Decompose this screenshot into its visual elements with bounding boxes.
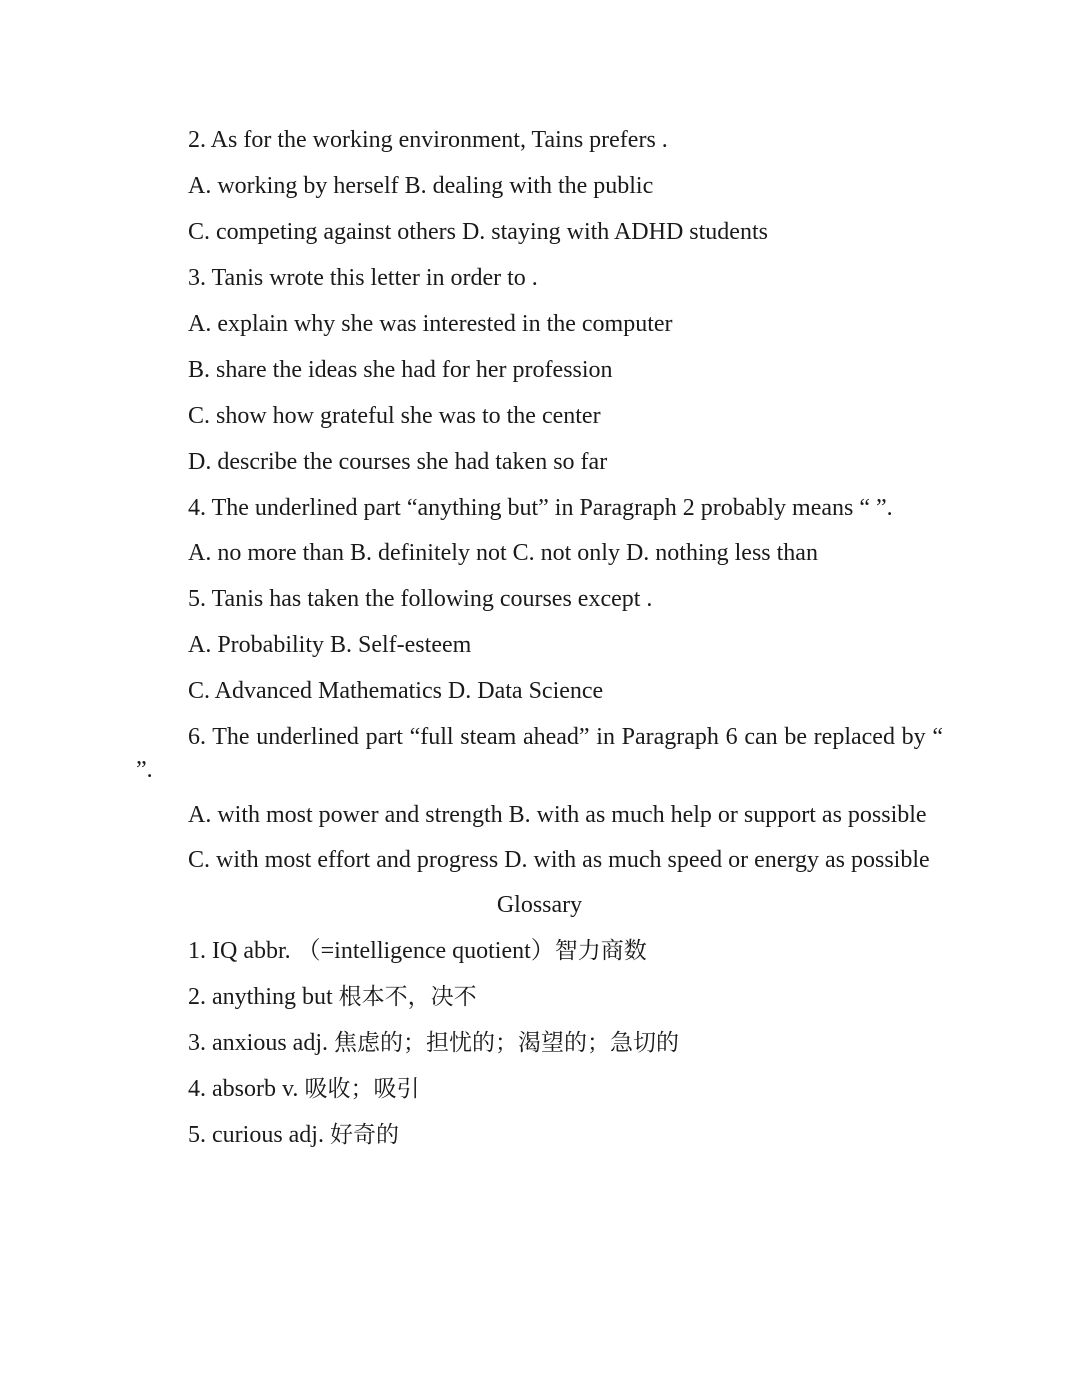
question-option: A. Probability B. Self-esteem — [188, 632, 472, 658]
glossary-term: 4. absorb v. — [188, 1076, 305, 1102]
question-option: C. with most effort and progress D. with as much speed or energy as possible — [188, 847, 930, 873]
glossary-item — [136, 1119, 943, 1152]
glossary-meaning: 根本不，决不 — [338, 984, 477, 1010]
question-option: A. with most power and strength B. with as much help or support as possible — [188, 802, 927, 828]
question-option: A. working by herself B. dealing with the public — [188, 173, 654, 199]
question-option: A. no more than B. definitely not C. not only D. nothing less than — [188, 540, 818, 566]
question-option: C. competing against others D. staying with ADHD students — [188, 219, 768, 245]
glossary-item — [136, 981, 943, 1014]
glossary-term: 3. anxious adj. — [188, 1030, 334, 1056]
glossary-meaning: 好奇的 — [329, 1122, 399, 1148]
question-option: B. share the ideas she had for her profession — [188, 357, 613, 383]
question-stem: 5. Tanis has taken the following courses except . — [188, 586, 653, 612]
glossary-item — [136, 1027, 943, 1060]
glossary-title: Glossary — [496, 892, 583, 918]
glossary-term: 5. curious adj. — [188, 1122, 330, 1148]
question-option: A. explain why she was interested in the computer — [188, 311, 673, 337]
question-stem: 2. As for the working environment, Tains prefers . — [188, 127, 668, 153]
question-stem: 3. Tanis wrote this letter in order to . — [188, 265, 538, 291]
glossary-meaning: 智力商数 — [554, 938, 647, 964]
glossary-item — [136, 1073, 943, 1106]
question-option: C. Advanced Mathematics D. Data Science — [188, 678, 604, 704]
glossary-item — [136, 935, 943, 968]
glossary-term: 1. IQ abbr. （=intelligence quotient） — [188, 938, 555, 964]
question-option: D. describe the courses she had taken so far — [188, 449, 608, 475]
document-page — [136, 124, 943, 1165]
question-stem: 4. The underlined part “anything but” in Paragraph 2 probably means “ ”. — [188, 495, 893, 521]
question-stem: 6. The underlined part “full steam ahead” in Paragraph 6 can be replaced by “ ”. — [136, 724, 943, 783]
glossary-meaning: 吸收；吸引 — [304, 1076, 420, 1102]
question-option: C. show how grateful she was to the center — [188, 403, 601, 429]
glossary-term: 2. anything but — [188, 984, 339, 1010]
glossary-meaning: 焦虑的；担忧的；渴望的；急切的 — [333, 1030, 679, 1056]
